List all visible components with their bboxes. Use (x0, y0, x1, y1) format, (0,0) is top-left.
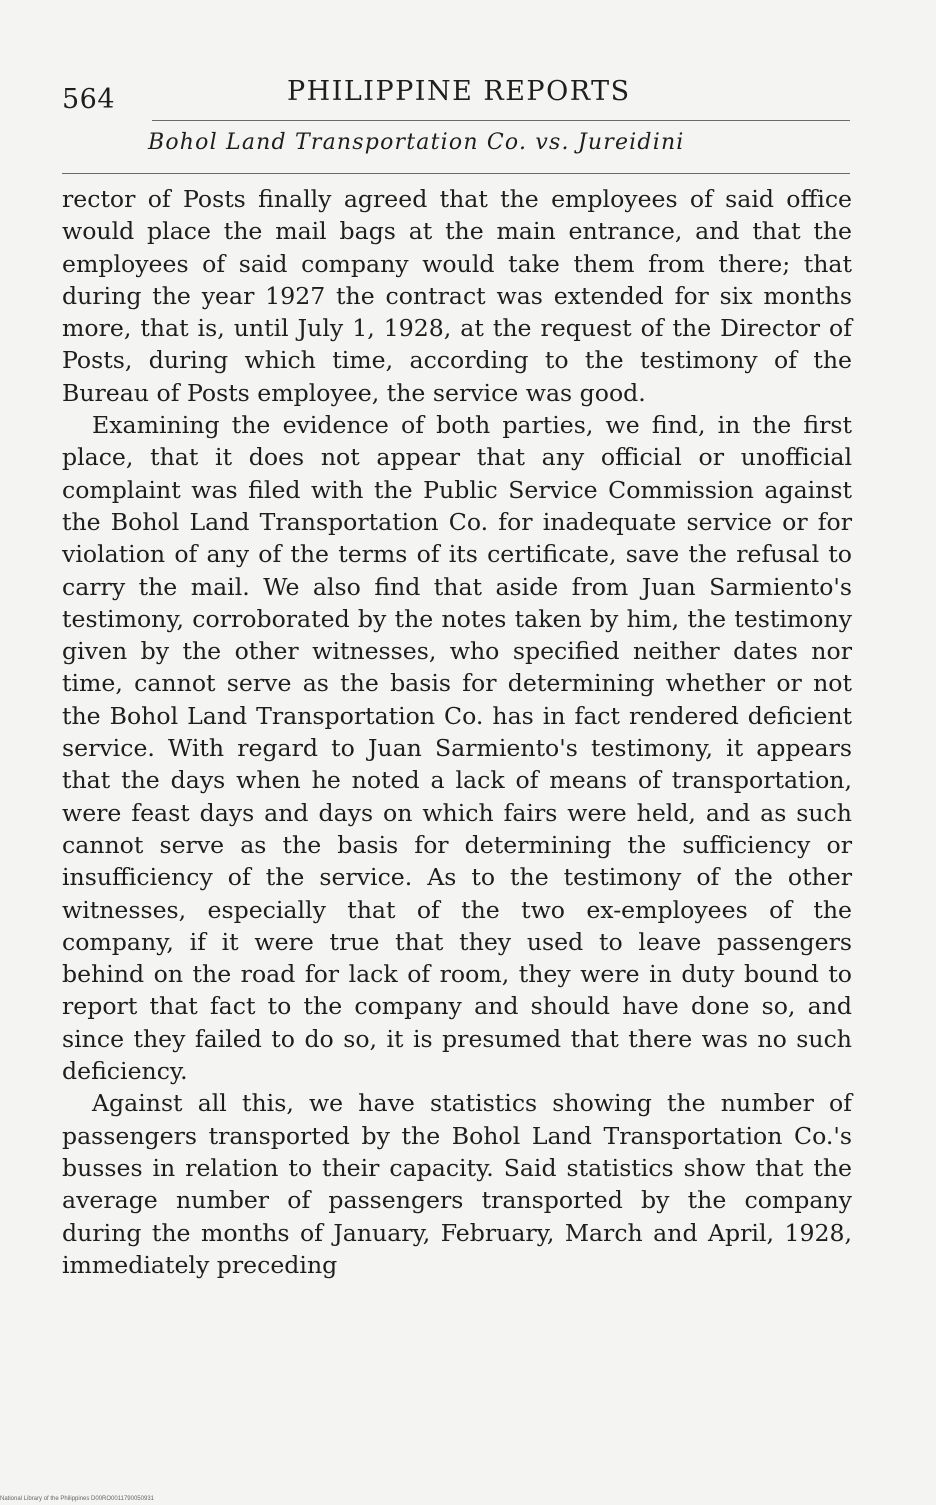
header-rule-top (152, 120, 850, 121)
paragraph-continued: rector of Posts finally agreed that the employees of said office would place the mail bags at the main entrance, and that the employees of said company would take them from there; that during the year 1927 the contract was extended for six months more, that is, until July 1, 1928, at the request of the Director of Posts, during which time, according to the testimony of the Bureau of Posts employee, the service was good. (62, 185, 852, 407)
paragraph-statistics: Against all this, we have statistics showing the number of passengers transported by the Bohol Land Transportation Co.'s busses in relation to their capacity. Said statistics show that the average number of passengers transported by the company during the months of January, February, March and April, 1928, immediately preceding (62, 1089, 852, 1279)
source-footer-note: National Library of the Philippines D00RO0011790050931 (0, 1496, 154, 1502)
case-title: Bohol Land Transportation Co. vs. Jureidini (148, 130, 685, 155)
header-rule-bottom (62, 173, 850, 174)
page-header (62, 68, 852, 120)
body-text (62, 183, 852, 1281)
page-number: 564 (62, 84, 116, 115)
running-title: PHILIPPINE REPORTS (287, 76, 631, 107)
paragraph-evidence: Examining the evidence of both parties, we find, in the first place, that it does not appear that any official or unofficial complaint was filed with the Public Service Commission against the Bohol Land Transportation Co. for inadequate service or for violation of any of the terms of its certificate, save the refusal to carry the mail. We also find that aside from Juan Sarmiento's testimony, corroborated by the notes taken by him, the testimony given by the other witnesses, who specified neither dates nor time, cannot serve as the basis for determining whether or not the Bohol Land Transportation Co. has in fact rendered deficient service. With regard to Juan Sarmiento's testimony, it appears that the days when he noted a lack of means of transportation, were feast days and days on which fairs were held, and as such cannot serve as the basis for determining the sufficiency or insufficiency of the service. As to the testimony of the other witnesses, especially that of the two ex-employees of the company, if it were true that they used to leave passengers behind on the road for lack of room, they were in duty bound to report that fact to the company and should have done so, and since they failed to do so, it is presumed that there was no such deficiency. (62, 411, 852, 1086)
